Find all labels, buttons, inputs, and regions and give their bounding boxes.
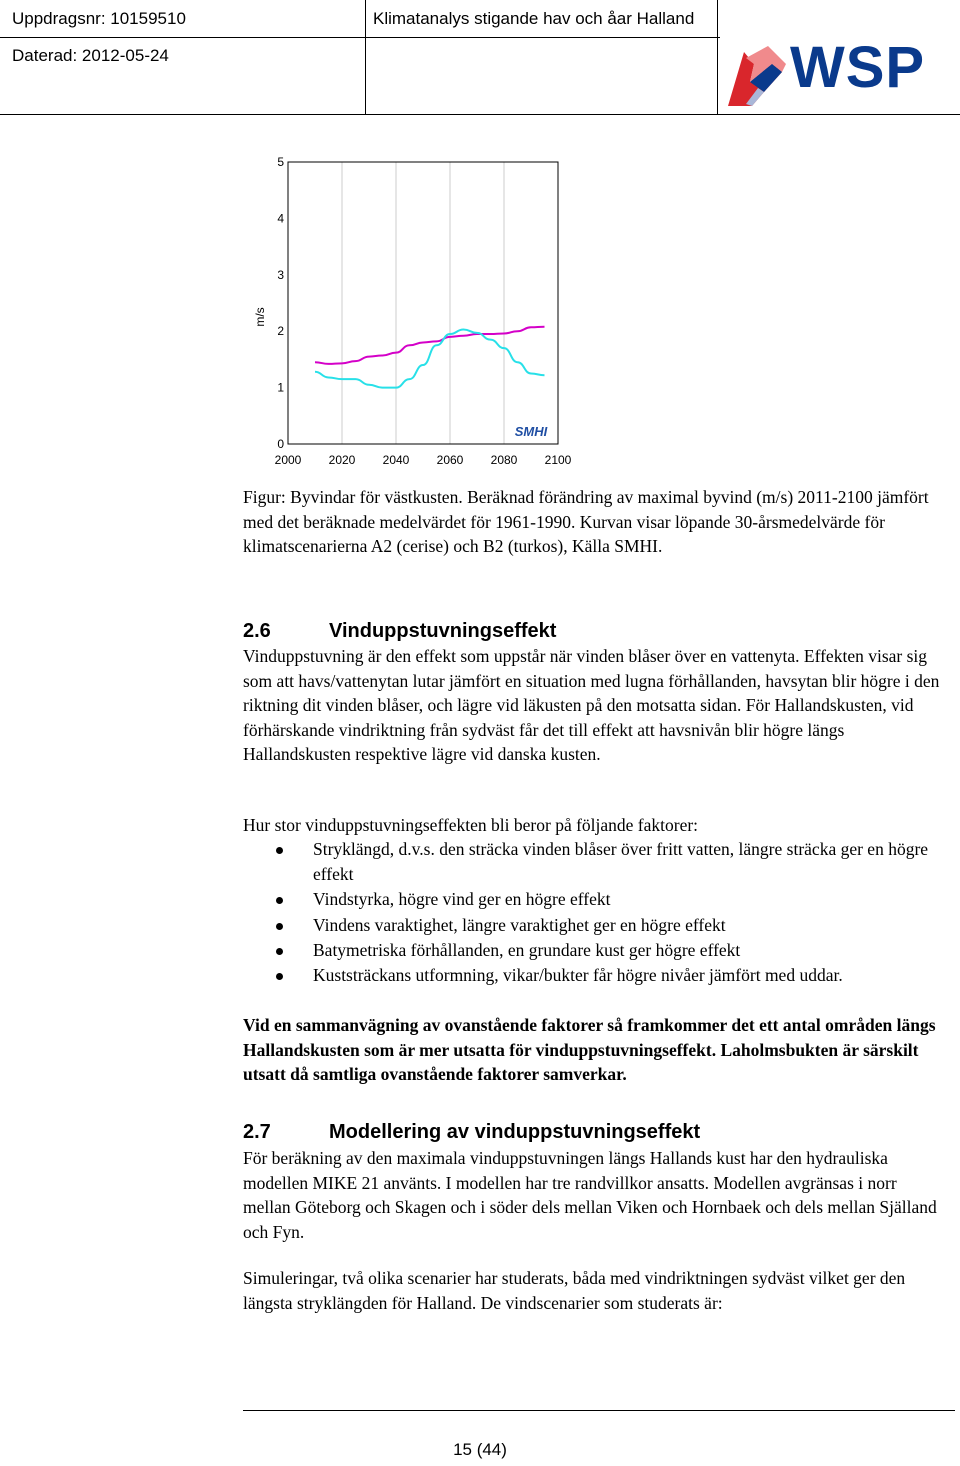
document-date: Daterad: 2012-05-24 [12,46,169,65]
paragraph: För beräkning av den maximala vinduppstuvningen längs Hallands kust har den hydrauliska modellen MIKE 21 använts. I modellen har tre randvillkor ansatts. Modellen avgränsas i norr mellan Göteborg och Skagen och i söder dels mellan Viken och Hornbaek och dels mellan Själland och Fyn. [243,1148,937,1242]
x-tick-label: 2080 [490,453,518,467]
paragraph: Simuleringar, två olika scenarier har studerats, båda med vindriktningen sydväst vilket ger den längsta stryklängden för Halland. De vindscenarier som studerats är: [243,1268,906,1313]
y-tick-label: 0 [277,437,284,451]
bullet-icon [276,973,283,980]
page-header [0,0,960,115]
page-number: 15 (44) [453,1440,507,1459]
wind-gust-chart [250,150,590,470]
document-title: Klimatanalys stigande hav och åar Halland [373,9,695,28]
header-divider [717,0,718,114]
chart-canvas [250,150,590,470]
section-title: Modellering av vinduppstuvningseffekt [329,1121,701,1143]
list-item-text: Vindens varaktighet, längre varaktighet ger en högre effekt [313,914,726,935]
figure-caption: Figur: Byvindar för västkusten. Beräknad förändring av maximal byvind (m/s) 2011-2100 jämfört med det beräknade medelvärdet för 1961-1990. Kurvan visar löpande 30-årsmedelvärde för klimatscenarierna A2 (cerise) och B2 (turkos), Källa SMHI. [243,487,929,556]
list-item [243,837,953,887]
list-item-text: Vindstyrka, högre vind ger en högre effekt [313,889,611,910]
section-number: 2.6 [243,620,271,642]
list-item-text: Stryklängd, d.v.s. den sträcka vinden blåser över fritt vatten, längre sträcka ger en högre effekt [313,839,929,885]
x-tick-label: 2100 [544,453,572,467]
list-item [243,963,953,988]
list-item-text: Kuststräckans utformning, vikar/bukter får högre nivåer jämfört med uddar. [313,965,843,986]
paragraph: Hur stor vinduppstuvningseffekten bli beror på följande faktorer: [243,815,699,835]
wsp-logo-icon [724,44,794,110]
header-divider [0,37,720,38]
footer-rule [243,1410,955,1411]
section-heading-2-6 [243,620,556,643]
list-item [243,887,953,912]
x-tick-label: 2060 [436,453,464,467]
y-tick-label: 5 [277,155,284,169]
y-tick-label: 2 [277,324,284,339]
plot-frame [288,162,558,444]
conclusion-paragraph: Vid en sammanvägning av ovanstående faktorer så framkommer det ett antal områden längs Hallandskusten som är mer utsatta för vinduppstuvningseffekt. Laholmsbukten är särskilt utsatt då samtliga ovanstående faktorer samverkar. [243,1015,936,1084]
bullet-icon [276,948,283,955]
series-line [315,327,545,364]
factor-list [243,837,953,988]
list-item-text: Batymetriska förhållanden, en grundare kust ger högre effekt [313,939,741,960]
bullet-icon [276,897,283,904]
y-axis-label: m/s [253,307,267,327]
y-tick-label: 1 [277,380,284,395]
section-title: Vinduppstuvningseffekt [329,620,557,642]
header-divider [365,0,366,114]
y-tick-label: 4 [277,211,284,226]
bullet-icon [276,847,283,854]
series-line [315,330,545,388]
section-heading-2-7 [243,1121,700,1144]
x-tick-label: 2020 [328,453,356,467]
paragraph: Vinduppstuvning är den effekt som uppstår när vinden blåser över en vattenyta. Effekten visar sig som att havs/vattenytan lutar jämfört en situation med lugna förhållanden, havsytan blir högre i den riktning dit vinden blåser, och lägre vid läkusten på den motsatta sidan. För Hallandskusten, vid förhärskande vindriktning från sydväst får det till effekt att havsnivån blir högre längs Hallandskusten respektive lägre vid danska kusten. [243,646,940,764]
assignment-number: Uppdragsnr: 10159510 [12,9,186,28]
smhi-watermark: SMHI [514,424,548,439]
x-tick-label: 2040 [382,453,410,467]
x-tick-label: 2000 [274,453,302,467]
bullet-icon [276,923,283,930]
y-tick-label: 3 [277,267,284,282]
list-item [243,938,953,963]
wsp-logo: WSP [790,35,926,100]
section-number: 2.7 [243,1121,271,1143]
list-item [243,913,953,938]
